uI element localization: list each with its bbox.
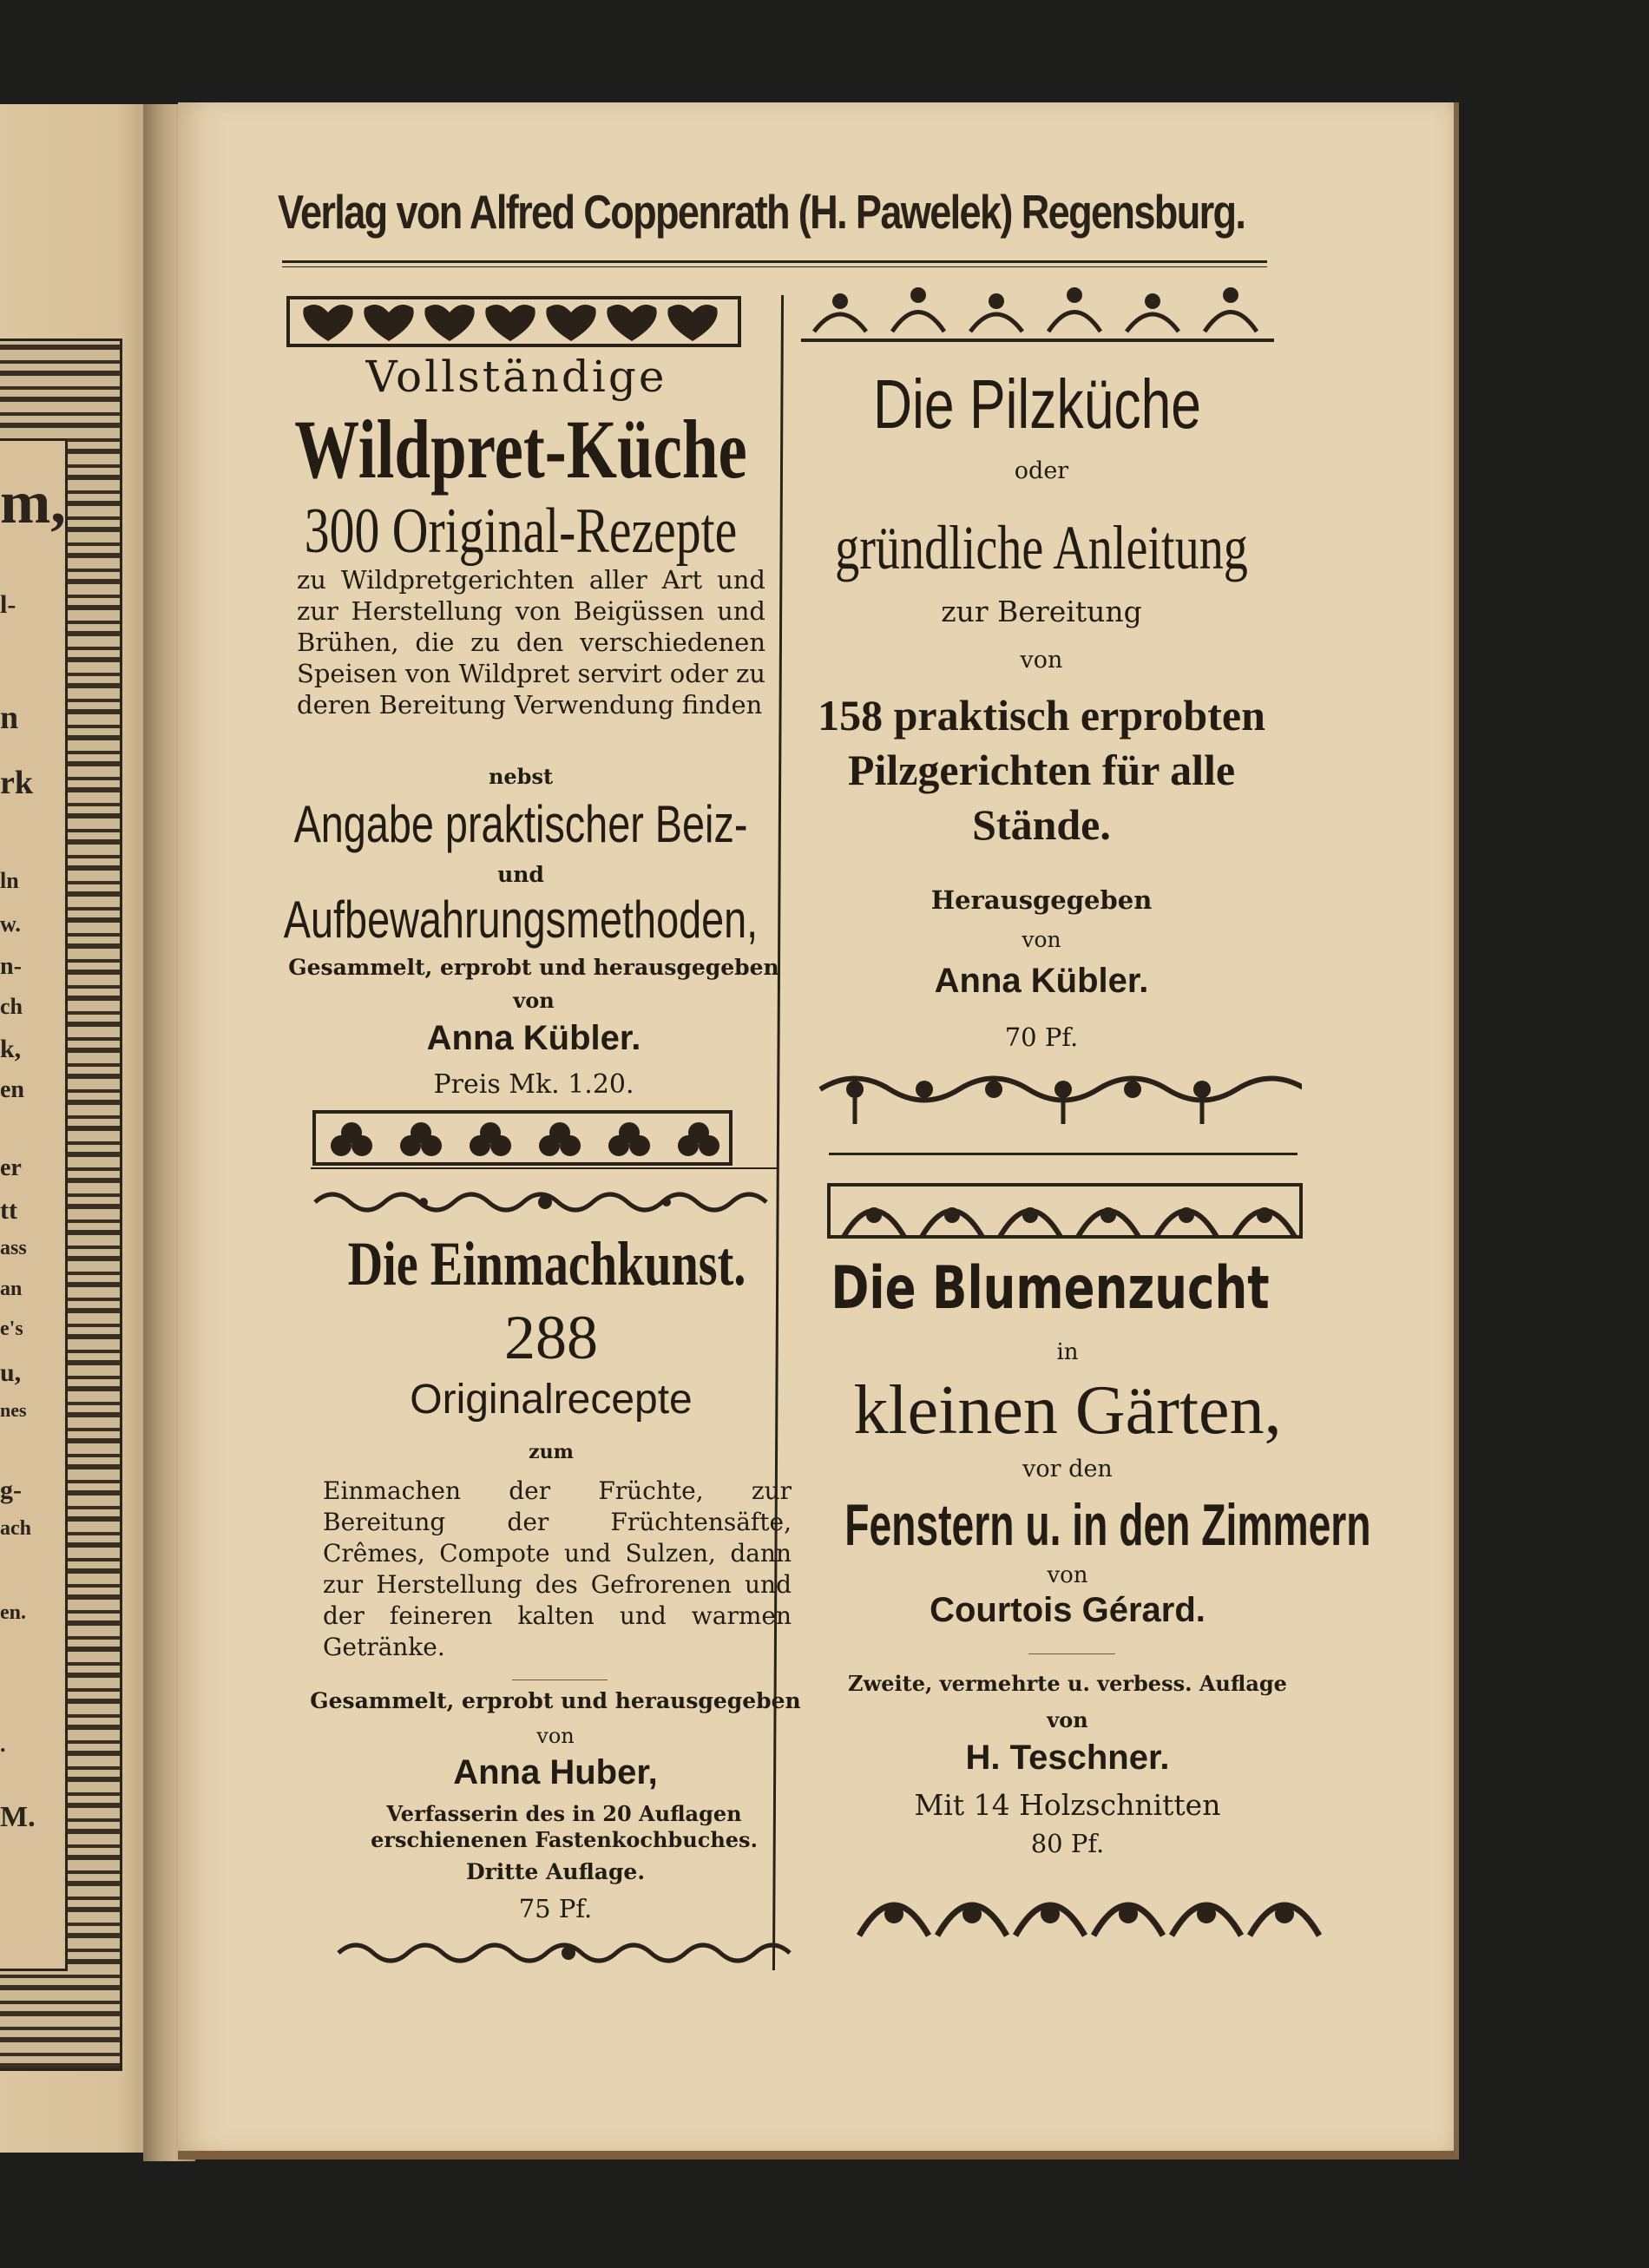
previous-page-fragment: m, bbox=[0, 470, 66, 536]
wildpret-von: von bbox=[513, 988, 555, 1013]
wildpret-line1: Vollständige bbox=[365, 352, 667, 402]
pilz-von1: von bbox=[1020, 647, 1063, 674]
einmach-author: Anna Huber, bbox=[453, 1753, 658, 1791]
blumen-editor: H. Teschner. bbox=[965, 1739, 1170, 1777]
previous-page-fragment: n- bbox=[0, 953, 22, 980]
einmach-price: 75 Pf. bbox=[518, 1894, 593, 1923]
wildpret-author: Anna Kübler. bbox=[426, 1019, 641, 1057]
previous-page-fragment: w. bbox=[0, 911, 21, 937]
pilz-editor-label: Herausgegeben bbox=[930, 885, 1153, 915]
wildpret-description: zu Wildpretgerichten aller Art und zur Herstellung von Beigüssen und Brühen, die zu den verschiedenen Speisen von Wildpret servirt oder zu deren Bereitung Verwendung finden bbox=[297, 565, 765, 720]
previous-page-fragment: ch bbox=[0, 994, 23, 1019]
previous-page-fragment: k, bbox=[0, 1035, 22, 1063]
heart-ornament-band bbox=[286, 291, 742, 352]
club-ornament-band bbox=[312, 1107, 733, 1169]
blumen-von1: von bbox=[1047, 1562, 1088, 1588]
blumen-vor-den: vor den bbox=[1022, 1456, 1113, 1482]
pilz-line1: 158 praktisch erprobten bbox=[818, 691, 1265, 740]
previous-page-fragment: en bbox=[0, 1076, 24, 1103]
einmach-credit: Gesammelt, erprobt und herausgegeben bbox=[310, 1688, 801, 1713]
previous-page-fragment: tt bbox=[0, 1196, 17, 1225]
blumen-price: 80 Pf. bbox=[1030, 1829, 1105, 1858]
pilz-title: Die Pilzküche bbox=[872, 365, 1202, 443]
vine-ornament-band bbox=[816, 1063, 1302, 1133]
blumen-von2: von bbox=[1047, 1707, 1088, 1732]
previous-page-fragment: u, bbox=[0, 1358, 22, 1387]
pilz-line3: Stände. bbox=[972, 800, 1111, 849]
pilz-zur: zur Bereitung bbox=[941, 595, 1142, 628]
blumen-in: in bbox=[1056, 1339, 1079, 1365]
wildpret-credit: Gesammelt, erprobt und herausgegeben bbox=[288, 955, 779, 980]
blumen-illustrations: Mit 14 Holzschnitten bbox=[914, 1788, 1221, 1822]
header-rule bbox=[282, 260, 1267, 263]
publisher-header: Verlag von Alfred Coppenrath (H. Pawelek) Regensburg. bbox=[278, 185, 1245, 239]
wildpret-line-a: Angabe praktischer Beiz- bbox=[293, 795, 748, 853]
einmach-subtitle: Originalrecepte bbox=[410, 1377, 693, 1423]
previous-page-fragment: l- bbox=[0, 590, 16, 619]
blumen-edition: Zweite, vermehrte u. verbess. Auflage bbox=[848, 1671, 1287, 1696]
pilz-author: Anna Kübler. bbox=[934, 962, 1149, 1000]
pilz-subtitle: gründliche Anleitung bbox=[835, 513, 1248, 582]
einmach-number: 288 bbox=[504, 1303, 598, 1372]
scroll-ornament-band bbox=[311, 1185, 784, 1219]
blumen-dash-rule bbox=[1028, 1653, 1115, 1654]
pilz-price: 70 Pf. bbox=[1004, 1022, 1079, 1052]
previous-page-fragment: er bbox=[0, 1154, 22, 1181]
previous-page-fragment: ass bbox=[0, 1237, 27, 1259]
previous-page-fragment: g- bbox=[0, 1476, 22, 1504]
pilz-von2: von bbox=[1022, 927, 1061, 952]
einmach-title: Die Einmachkunst. bbox=[347, 1229, 746, 1298]
wildpret-subtitle: 300 Original-Rezepte bbox=[304, 496, 738, 567]
arch-ornament-bottom bbox=[846, 1870, 1324, 1953]
einmach-description: Einmachen der Früchte, zur Bereitung der Früchtensäfte, Crêmes, Compote und Sulzen, dann zur Herstellung des Gefrorenen und der feineren kalten und warmen Getränke. bbox=[323, 1476, 792, 1661]
einmach-zum: zum bbox=[529, 1441, 574, 1463]
previous-page-fragment: en. bbox=[0, 1601, 26, 1624]
header-rule-thin bbox=[282, 266, 1267, 267]
previous-page-fragment: ach bbox=[0, 1517, 31, 1540]
scroll-ornament-bottom bbox=[334, 1936, 807, 1970]
section-rule-right bbox=[829, 1153, 1298, 1155]
einmach-note: Verfasserin des in 20 Auflagen erschienenen Fastenkochbuches. bbox=[371, 1801, 758, 1852]
pilz-line2: Pilzgerichten für alle bbox=[847, 746, 1236, 794]
blumen-title: Die Blumenzucht bbox=[831, 1254, 1270, 1323]
pilz-oder: oder bbox=[1014, 457, 1069, 484]
previous-page-fragment: an bbox=[0, 1278, 23, 1300]
wildpret-nebst: nebst bbox=[488, 764, 554, 789]
blumen-subtitle: kleinen Gärten, bbox=[853, 1372, 1282, 1449]
previous-page-fragment: e's bbox=[0, 1318, 23, 1340]
previous-page-fragment: n bbox=[0, 700, 19, 736]
wildpret-price: Preis Mk. 1.20. bbox=[433, 1069, 634, 1100]
einmach-von: von bbox=[536, 1724, 575, 1748]
previous-page-fragment: nes bbox=[0, 1399, 27, 1421]
arch-ornament-band bbox=[826, 1167, 1304, 1254]
wildpret-line-b: Aufbewahrungsmethoden, bbox=[283, 891, 759, 949]
previous-page-fragment: M. bbox=[0, 1801, 36, 1833]
blumen-line: Fenstern u. in den Zimmern bbox=[844, 1492, 1371, 1558]
floral-ornament-band bbox=[797, 279, 1278, 349]
wildpret-und: und bbox=[497, 862, 544, 887]
blumen-author: Courtois Gérard. bbox=[930, 1591, 1206, 1629]
einmach-edition: Dritte Auflage. bbox=[465, 1859, 646, 1884]
wildpret-title: Wildpret-Küche bbox=[294, 403, 747, 496]
previous-page-fragment: . bbox=[0, 1732, 6, 1757]
previous-page-fragment: ln bbox=[0, 868, 19, 893]
previous-page-fragment: rk bbox=[0, 765, 33, 801]
